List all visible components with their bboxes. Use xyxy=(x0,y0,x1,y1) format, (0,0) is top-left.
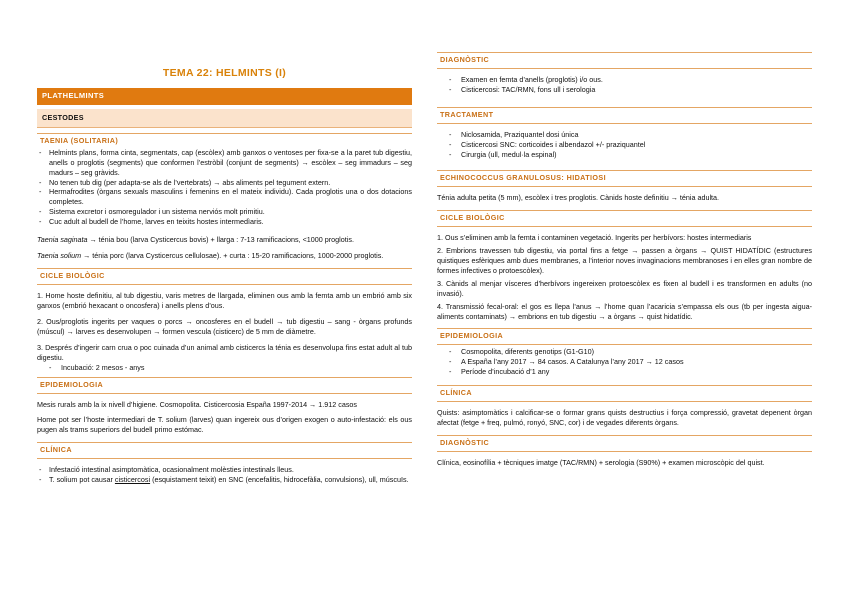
subsection-bar-cestodes: CESTODES xyxy=(37,109,412,128)
clinica-list xyxy=(37,465,412,485)
list-item: - Cisticercosi SNC: corticoides i albendazol +/- praziquantel xyxy=(437,140,812,150)
diagnostic-list xyxy=(437,75,812,95)
list-item: - Incubació: 2 mesos - anys xyxy=(37,363,412,373)
list-item: - Niclosamida, Praziquantel dosi única xyxy=(437,130,812,140)
right-column xyxy=(437,46,812,474)
clinica-text-a: T. solium pot causar xyxy=(49,475,115,485)
cicle-list xyxy=(37,363,412,373)
list-item: - Cuc adult al budell de l’home, larves en teixits hostes intermedìaris. xyxy=(37,217,412,227)
list-item: - Sistema excretor i osmoregulador i un sistema nerviós molt primitiu. xyxy=(37,207,412,217)
tractament-list xyxy=(437,130,812,160)
section-bar-plathelmints: PLATHELMINTS xyxy=(37,88,412,104)
heading-clinica: CLÍNICA xyxy=(37,442,412,459)
paragraph-cicle-1: 1. Home hoste definitiu, al tub digestiu, varis metres de llargada, eliminen ous amb la femta amb un embrió amb six ganxos (embrió hexacant o oncosfera) i anells plens d’ous. xyxy=(37,291,412,310)
heading-diagnostic: DIAGNÒSTIC xyxy=(437,52,812,69)
list-item: - Helmints plans, forma cinta, segmentats, cap (escòlex) amb ganxos o ventoses per fixa-se a la paret tub digestiu, anells o proglotis (segments) que conformen l’estròbil (conjunt de segments) → escòlex – seg immadurs – seg madurs – seg gràvids. xyxy=(37,148,412,178)
paragraph-diagnostic-echino: Clínica, eosinofília + tècniques imatge (TAC/RMN) + serologia (S90%) + examen microscòpic del quist. xyxy=(437,458,765,468)
epidemiologia-echino-list xyxy=(437,347,812,377)
paragraph-echino-cicle-1: 1. Ous s’eliminen amb la femta i contaminen vegetació. Ingerits per herbívors: hostes intermediaris xyxy=(437,233,752,243)
list-item: - Hermafrodites (òrgans sexuals masculins i femenins en el mateix individu). Cada proglotis una o dos dotacions completes. xyxy=(37,187,412,207)
heading-diagnostic-echino: DIAGNÒSTIC xyxy=(437,435,812,452)
paragraph-solium xyxy=(37,251,412,261)
list-item: - Cosmopolita, diferents genotips (G1-G10) xyxy=(437,347,812,357)
taenia-list xyxy=(37,148,412,228)
paragraph-echino-cicle-4: 4. Transmissió fecal-oral: el gos es llepa l’anus → l’home quan l’acaricia s’empassa els ous (tb per ingesta aigua-aliments contaminats) → embrions en tub digestiu → a òrgans → quist hidatídic. xyxy=(437,302,812,321)
list-item: - No tenen tub dig (per adapta-se als de l’vertebrats) → abs aliments pel tegument extern. xyxy=(37,178,412,188)
paragraph-epi-1: Mesis rurals amb la ix nivell d’higiene. Cosmopolita. Cisticercosia España 1997-2014 → 1.912 casos xyxy=(37,399,358,409)
clinica-term-cisticercosi: cisticercosi xyxy=(114,475,151,485)
list-item: - A España l’any 2017 → 84 casos. A Catalunya l’any 2017 → 12 casos xyxy=(437,357,812,367)
heading-epidemiologia-echino: EPIDEMIOLOGIA xyxy=(437,328,812,345)
heading-epidemiologia: EPIDEMIOLOGIA xyxy=(37,377,412,394)
list-item: - Examen en femta d’anells (proglotis) i/o ous. xyxy=(437,75,812,85)
heading-echinococcus: ECHINOCOCCUS GRANULOSUS: HIDATIOSI xyxy=(437,170,812,187)
heading-cicle-biologic: CICLE BIOLÒGIC xyxy=(37,268,412,285)
paragraph-epi-2: Home pot ser l’hoste intermediari de T. solium (larves) quan ingereix ous d’origen exogen o auto-infestació: els ous pugen als trams superiors del budell primo estómac. xyxy=(37,415,412,435)
species-saginata: Taenia saginata xyxy=(37,235,88,245)
heading-tractament: TRACTAMENT xyxy=(437,107,812,124)
list-item: - Infestació intestinal asimptomàtica, ocasionalment molèsties intestinals lleus. xyxy=(37,465,412,475)
paragraph-clinica-echino: Quists: asimptomàtics i calcificar-se o formar grans quists destructius i força compressió, gravetat depenent òrgan afectat (fetge + freq, pulmó, ronyó, SNC, cor) i de vegades diferents òrgans. xyxy=(437,407,812,427)
clinica-text-b: (esquistament teixit) en SNC (encefalitis, hidrocefàlia, convulsions), ull, múscuIs. xyxy=(150,475,409,485)
paragraph-echinococcus: Ténia adulta petita (5 mm), escòlex i tres proglotis. Cànids hoste definitiu → ténia adulta. xyxy=(437,192,720,202)
paragraph-cicle-3: 3. Després d’ingerir carn crua o poc cuinada d’un animal amb cisticercs la ténia es desenvolupa fins estat adult al tub digestiu. xyxy=(37,342,412,362)
species-solium: Taenia solium xyxy=(37,251,82,261)
left-column xyxy=(37,0,412,489)
heading-cicle-biologic-echino: CICLE BIOLÒGIC xyxy=(437,210,812,227)
list-item: - Període d’incubació d’1 any xyxy=(437,367,812,377)
list-item: - Cirurgia (ull, medul·la espinal) xyxy=(437,150,812,160)
paragraph-saginata xyxy=(37,235,412,245)
solium-text: → ténia porc (larva Cysticercus cellulosae). + curta : 15-20 ramificacions, 1000-2000 proglotis. xyxy=(81,251,384,261)
paragraph-echino-cicle-3: 3. Cànids al menjar vísceres d’herbívors ingereixen protoescòlex es fixen al budell i es transformen en adults (no invasió). xyxy=(437,279,812,299)
page-title: TEMA 22: HELMINTS (I) xyxy=(162,67,287,79)
list-item: - Cisticercosi: TAC/RMN, fons ull i serologia xyxy=(437,85,812,95)
saginata-text: → ténia bou (larva Cysticercus bovis) + llarga : 7-13 ramificacions, <1000 proglotis. xyxy=(87,235,354,245)
heading-clinica-echino: CLÍNICA xyxy=(437,385,812,402)
paragraph-echino-cicle-2: 2. Embrions travessen tub digestiu, via portal fins a fetge → passen a òrgans → QUIST HIDATÍDIC (estructures quistiques esfèriques amb dues membranes, a l’interior noves invaginacions membranoses i en elles gran nombre de formes infectives o protoescòlex). xyxy=(437,246,812,276)
list-item xyxy=(37,475,412,485)
heading-taenia: TAENIA (SOLITARIA) xyxy=(37,133,412,147)
paragraph-cicle-2: 2. Ous/proglotis ingerits per vaques o porcs → oncosferes en el budell → tub digestiu – sang - òrgans profunds (múscul) → larves es desenvolupen → formen vescula (cisticerc) de 5 mm de diàmetre. xyxy=(37,316,412,336)
